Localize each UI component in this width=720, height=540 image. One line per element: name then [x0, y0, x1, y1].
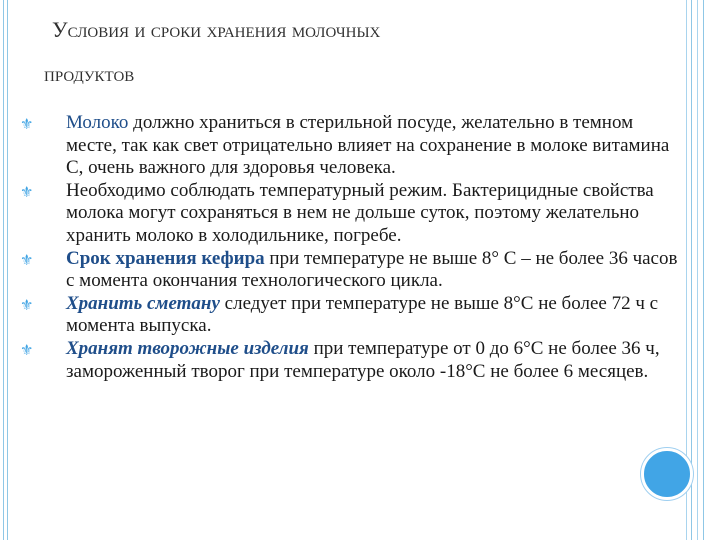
- bullet-text: следует при температуре не выше 8°С не более 72 ч с момента выпуска.: [66, 292, 659, 337]
- bullet-highlight: Молоко: [66, 112, 129, 133]
- fleur-icon: ⚜: [20, 340, 34, 359]
- bullet-item-curd: [20, 338, 680, 383]
- bullet-item-sour-cream: [20, 293, 680, 338]
- frame-line-right-2: [691, 0, 692, 540]
- frame-line-left-outer: [3, 0, 4, 540]
- slide-title: [44, 8, 664, 96]
- bullet-highlight: Срок хранения кефира: [66, 247, 265, 269]
- bullet-item-milk: [20, 112, 680, 180]
- bullet-item-temperature: [20, 180, 680, 248]
- bullet-text: при температуре от 0 до 6°С не более 36 ч, замороженный творог при температуре около -18°С не более 6 месяцев.: [66, 337, 660, 382]
- slide-title-line-2: продуктов: [44, 61, 135, 86]
- frame-line-left-inner: [7, 0, 8, 540]
- fleur-icon: ⚜: [20, 115, 34, 133]
- decorative-circle: [641, 448, 693, 500]
- bullet-highlight: Хранят творожные изделия: [66, 337, 309, 359]
- fleur-icon: ⚜: [20, 250, 34, 269]
- fleur-icon: ⚜: [20, 182, 34, 201]
- fleur-icon: ⚜: [20, 295, 34, 314]
- bullet-text: при температуре не выше 8° С – не более 36 часов с момента окончания технологического цикла.: [66, 247, 678, 292]
- frame-line-right-4: [703, 0, 704, 540]
- bullet-text: Необходимо соблюдать температурный режим. Бактерицидные свойства молока могут сохраняться в нем не дольше суток, поэтому желательно хранить молоко в холодильнике, погребе.: [66, 179, 654, 246]
- frame-line-right-3: [697, 0, 698, 540]
- bullet-list: [20, 112, 680, 383]
- bullet-highlight: Хранить сметану: [66, 292, 220, 314]
- slide-title-line-1: Условия и сроки хранения молочных: [52, 17, 381, 42]
- bullet-item-kefir: [20, 248, 680, 293]
- bullet-text: должно храниться в стерильной посуде, желательно в темном месте, так как свет отрицательно влияет на сохранение в молоке витамина С, очень важного для здоровья человека.: [66, 112, 670, 179]
